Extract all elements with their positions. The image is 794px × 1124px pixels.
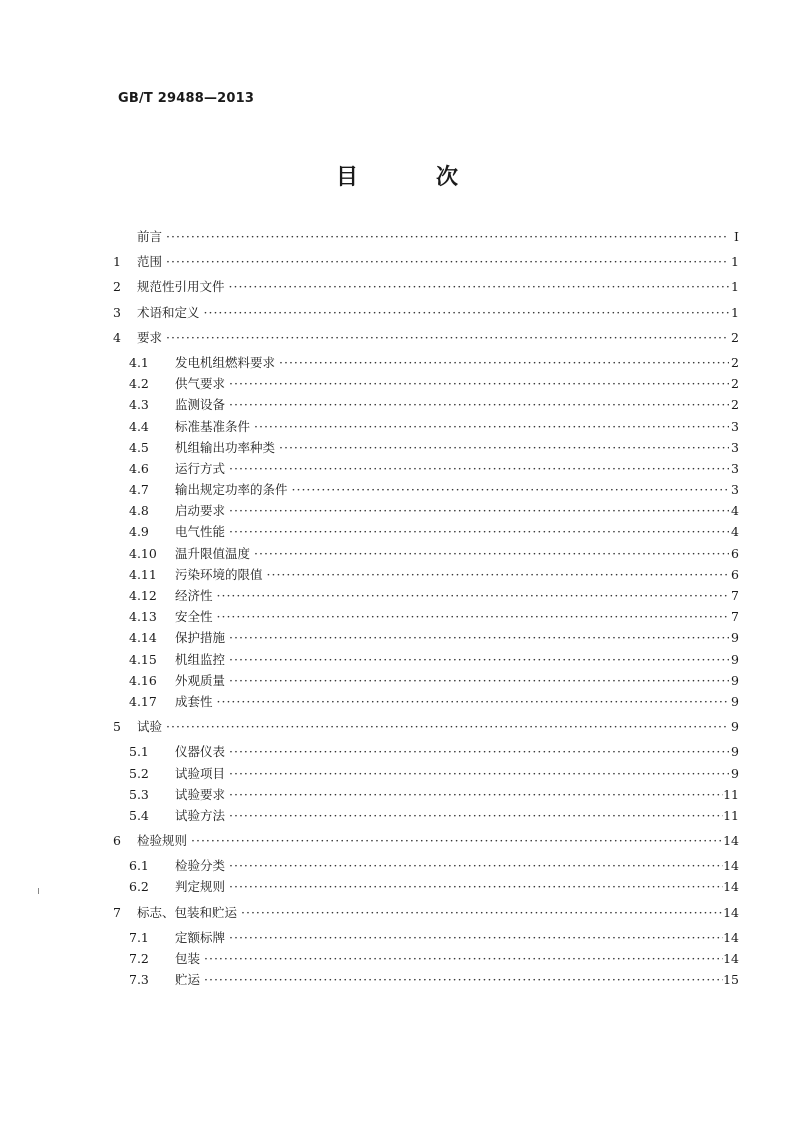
toc-entry-number: 5.2	[129, 765, 149, 781]
toc-entry-label: 外观质量	[175, 672, 226, 688]
toc-entry-number: 5	[113, 719, 121, 735]
toc-entry-page: 9	[731, 719, 739, 735]
dot-leader	[202, 302, 729, 323]
toc-entry-page: 3	[731, 439, 739, 455]
margin-mark	[38, 888, 39, 894]
dot-leader	[227, 276, 729, 297]
toc-entry[interactable]	[113, 564, 739, 585]
toc-entry-number: 6	[113, 833, 121, 849]
toc-entry-number: 4.9	[129, 524, 149, 540]
toc-entry-label: 机组监控	[175, 651, 226, 667]
toc-entry-number: 2	[113, 279, 121, 295]
page-title: 目 次	[335, 165, 486, 190]
dot-leader	[227, 649, 729, 670]
dot-leader	[227, 784, 723, 805]
toc-entry-page: 3	[731, 460, 739, 476]
toc-entry-number: 6.1	[129, 858, 149, 874]
toc-entry-number: 1	[113, 254, 121, 270]
toc-entry-page: 2	[731, 397, 739, 413]
toc-entry-label: 试验项目	[175, 765, 226, 781]
dot-leader	[227, 458, 729, 479]
toc-entry-page: 7	[731, 588, 739, 603]
toc-entry-number: 7.1	[129, 929, 149, 945]
dot-leader	[227, 373, 729, 394]
toc-entry[interactable]	[113, 500, 739, 521]
toc-entry[interactable]	[113, 902, 739, 923]
toc-entry-label: 规范性引用文件	[137, 279, 225, 295]
toc-entry-number: 4	[113, 329, 121, 345]
toc-entry[interactable]	[113, 458, 739, 479]
toc-entry-number: 4.13	[129, 609, 157, 625]
dot-leader	[215, 606, 729, 627]
toc-entry-number: 4.14	[129, 630, 157, 646]
toc-entry-label: 包装	[175, 951, 201, 966]
toc-entry-label: 术语和定义	[137, 304, 200, 320]
toc-entry-page: 2	[731, 329, 739, 345]
toc-entry[interactable]	[113, 302, 739, 323]
toc-entry[interactable]	[113, 479, 739, 500]
dot-leader	[164, 327, 729, 348]
toc-entry-number: 7.3	[129, 972, 149, 988]
toc-entry[interactable]	[113, 543, 739, 564]
toc-entry-label: 试验	[137, 719, 163, 735]
toc-entry[interactable]	[113, 649, 739, 670]
toc-entry[interactable]	[113, 805, 739, 826]
toc-entry-page: 9	[731, 651, 739, 667]
toc-entry-label: 安全性	[175, 609, 213, 625]
dot-leader	[202, 948, 723, 969]
toc-entry-page: 1	[731, 254, 739, 270]
toc-entry-page: 9	[731, 765, 739, 781]
toc-entry-page: 9	[731, 672, 739, 688]
dot-leader	[215, 585, 729, 606]
toc-entry-number: 4.11	[129, 566, 157, 582]
toc-entry-label: 定额标牌	[175, 929, 226, 945]
dot-leader	[227, 500, 729, 521]
toc-entry[interactable]	[113, 521, 739, 542]
dot-leader	[164, 251, 729, 272]
toc-entry[interactable]	[113, 352, 739, 373]
toc-entry-number: 7.2	[129, 951, 149, 966]
toc-entry-label: 仪器仪表	[175, 744, 226, 760]
toc-entry-number: 4.3	[129, 397, 149, 413]
toc-entry[interactable]	[113, 784, 739, 805]
dot-leader	[277, 352, 729, 373]
toc-entry-page: 14	[723, 858, 739, 874]
toc-entry-number: 4.10	[129, 545, 157, 561]
toc-entry-page: 3	[731, 482, 739, 498]
toc-entry-label: 前言	[137, 229, 163, 244]
toc-entry[interactable]	[113, 627, 739, 648]
toc-entry-page: 14	[723, 951, 739, 966]
dot-leader	[189, 830, 723, 851]
toc-entry-label: 检验规则	[137, 833, 188, 849]
toc-entry-label: 试验要求	[175, 786, 226, 802]
toc-entry[interactable]	[113, 276, 739, 297]
toc-entry-number: 4.16	[129, 672, 157, 688]
toc-entry[interactable]	[113, 691, 739, 712]
toc-entry-number: 4.2	[129, 376, 149, 392]
toc-entry-page: 1	[731, 304, 739, 320]
toc-entry-page: Ⅰ	[734, 229, 739, 244]
toc-entry-label: 运行方式	[175, 460, 226, 476]
toc-entry-label: 要求	[137, 329, 163, 345]
toc-entry-label: 检验分类	[175, 858, 226, 874]
toc-entry-label: 标志、包装和贮运	[137, 904, 238, 920]
toc-entry[interactable]	[113, 876, 739, 897]
toc-entry-label: 贮运	[175, 972, 201, 988]
toc-entry-number: 4.4	[129, 418, 149, 434]
toc-entry-page: 14	[723, 879, 739, 895]
dot-leader	[227, 627, 729, 648]
dot-leader	[277, 437, 729, 458]
dot-leader	[227, 763, 729, 784]
toc-entry-page: 4	[731, 524, 739, 540]
toc-entry[interactable]	[113, 927, 739, 948]
toc-entry-page: 11	[723, 786, 739, 802]
toc-entry[interactable]	[113, 327, 739, 348]
toc-entry[interactable]	[113, 373, 739, 394]
dot-leader	[227, 741, 729, 762]
toc-entry[interactable]	[113, 585, 739, 606]
dot-leader	[164, 716, 729, 737]
dot-leader	[252, 416, 729, 437]
toc-entry-page: 2	[731, 354, 739, 370]
toc-entry-number: 4.15	[129, 651, 157, 667]
toc-entry-label: 监测设备	[175, 397, 226, 413]
toc-entry-number: 5.3	[129, 786, 149, 802]
toc-entry-number: 4.12	[129, 588, 157, 603]
dot-leader	[227, 927, 723, 948]
dot-leader	[239, 902, 723, 923]
standard-code: GB/T 29488—2013	[118, 91, 255, 106]
toc-entry[interactable]	[113, 741, 739, 762]
dot-leader	[227, 876, 723, 897]
toc-entry-page: 4	[731, 503, 739, 519]
toc-entry[interactable]	[113, 606, 739, 627]
toc-entry-label: 范围	[137, 254, 163, 270]
toc-entry[interactable]	[113, 670, 739, 691]
toc-entry-page: 6	[731, 566, 739, 582]
dot-leader	[164, 226, 729, 247]
toc-entry-label: 电气性能	[175, 524, 226, 540]
toc-entry[interactable]	[113, 394, 739, 415]
dot-leader	[227, 394, 729, 415]
toc-entry-number: 4.7	[129, 482, 149, 498]
toc-entry-page: 6	[731, 545, 739, 561]
toc-entry-label: 保护措施	[175, 630, 226, 646]
dot-leader	[227, 855, 723, 876]
toc-entry-page: 14	[723, 833, 739, 849]
toc-entry[interactable]	[113, 416, 739, 437]
dot-leader	[265, 564, 729, 585]
toc-entry-page: 3	[731, 418, 739, 434]
toc-entry[interactable]	[113, 716, 739, 737]
toc-entry-number: 6.2	[129, 879, 149, 895]
toc-entry-number: 5.1	[129, 744, 149, 760]
toc-entry-label: 污染环境的限值	[175, 566, 263, 582]
toc-entry[interactable]	[113, 437, 739, 458]
toc-entry-label: 经济性	[175, 588, 213, 603]
toc-entry-label: 成套性	[175, 693, 213, 709]
toc-entry-label: 试验方法	[175, 807, 226, 823]
toc-entry-label: 标准基准条件	[175, 418, 251, 434]
dot-leader	[215, 691, 729, 712]
toc-entry[interactable]	[113, 855, 739, 876]
dot-leader	[227, 805, 723, 826]
dot-leader	[202, 969, 723, 990]
toc-entry-number: 5.4	[129, 807, 149, 823]
toc-entry-label: 机组输出功率种类	[175, 439, 276, 455]
toc-entry-number: 7	[113, 904, 121, 920]
toc-entry[interactable]	[113, 948, 739, 969]
toc-entry[interactable]	[113, 830, 739, 851]
toc-entry-number: 4.1	[129, 354, 149, 370]
toc-entry[interactable]	[113, 226, 739, 247]
toc-entry-page: 14	[723, 929, 739, 945]
toc-entry-number: 4.6	[129, 460, 149, 476]
toc-entry-number: 4.5	[129, 439, 149, 455]
toc-entry-label: 输出规定功率的条件	[175, 482, 288, 498]
toc-entry-page: 15	[723, 972, 739, 988]
dot-leader	[227, 670, 729, 691]
toc-entry-number: 3	[113, 304, 121, 320]
toc-entry-page: 11	[723, 807, 739, 823]
toc-entry[interactable]	[113, 969, 739, 990]
table-of-contents	[113, 226, 739, 990]
toc-entry-page: 9	[731, 630, 739, 646]
toc-entry-label: 启动要求	[175, 503, 226, 519]
toc-entry-number: 4.17	[129, 693, 157, 709]
toc-entry-page: 7	[731, 609, 739, 625]
dot-leader	[290, 479, 729, 500]
toc-entry-page: 9	[731, 693, 739, 709]
toc-entry-page: 1	[731, 279, 739, 295]
toc-entry-label: 发电机组燃料要求	[175, 354, 276, 370]
toc-entry-label: 供气要求	[175, 376, 226, 392]
toc-entry[interactable]	[113, 763, 739, 784]
toc-entry-label: 温升限值温度	[175, 545, 251, 561]
toc-entry-page: 14	[723, 904, 739, 920]
toc-entry[interactable]	[113, 251, 739, 272]
toc-entry-label: 判定规则	[175, 879, 226, 895]
toc-entry-page: 9	[731, 744, 739, 760]
toc-entry-page: 2	[731, 376, 739, 392]
toc-entry-number: 4.8	[129, 503, 149, 519]
dot-leader	[252, 543, 729, 564]
dot-leader	[227, 521, 729, 542]
